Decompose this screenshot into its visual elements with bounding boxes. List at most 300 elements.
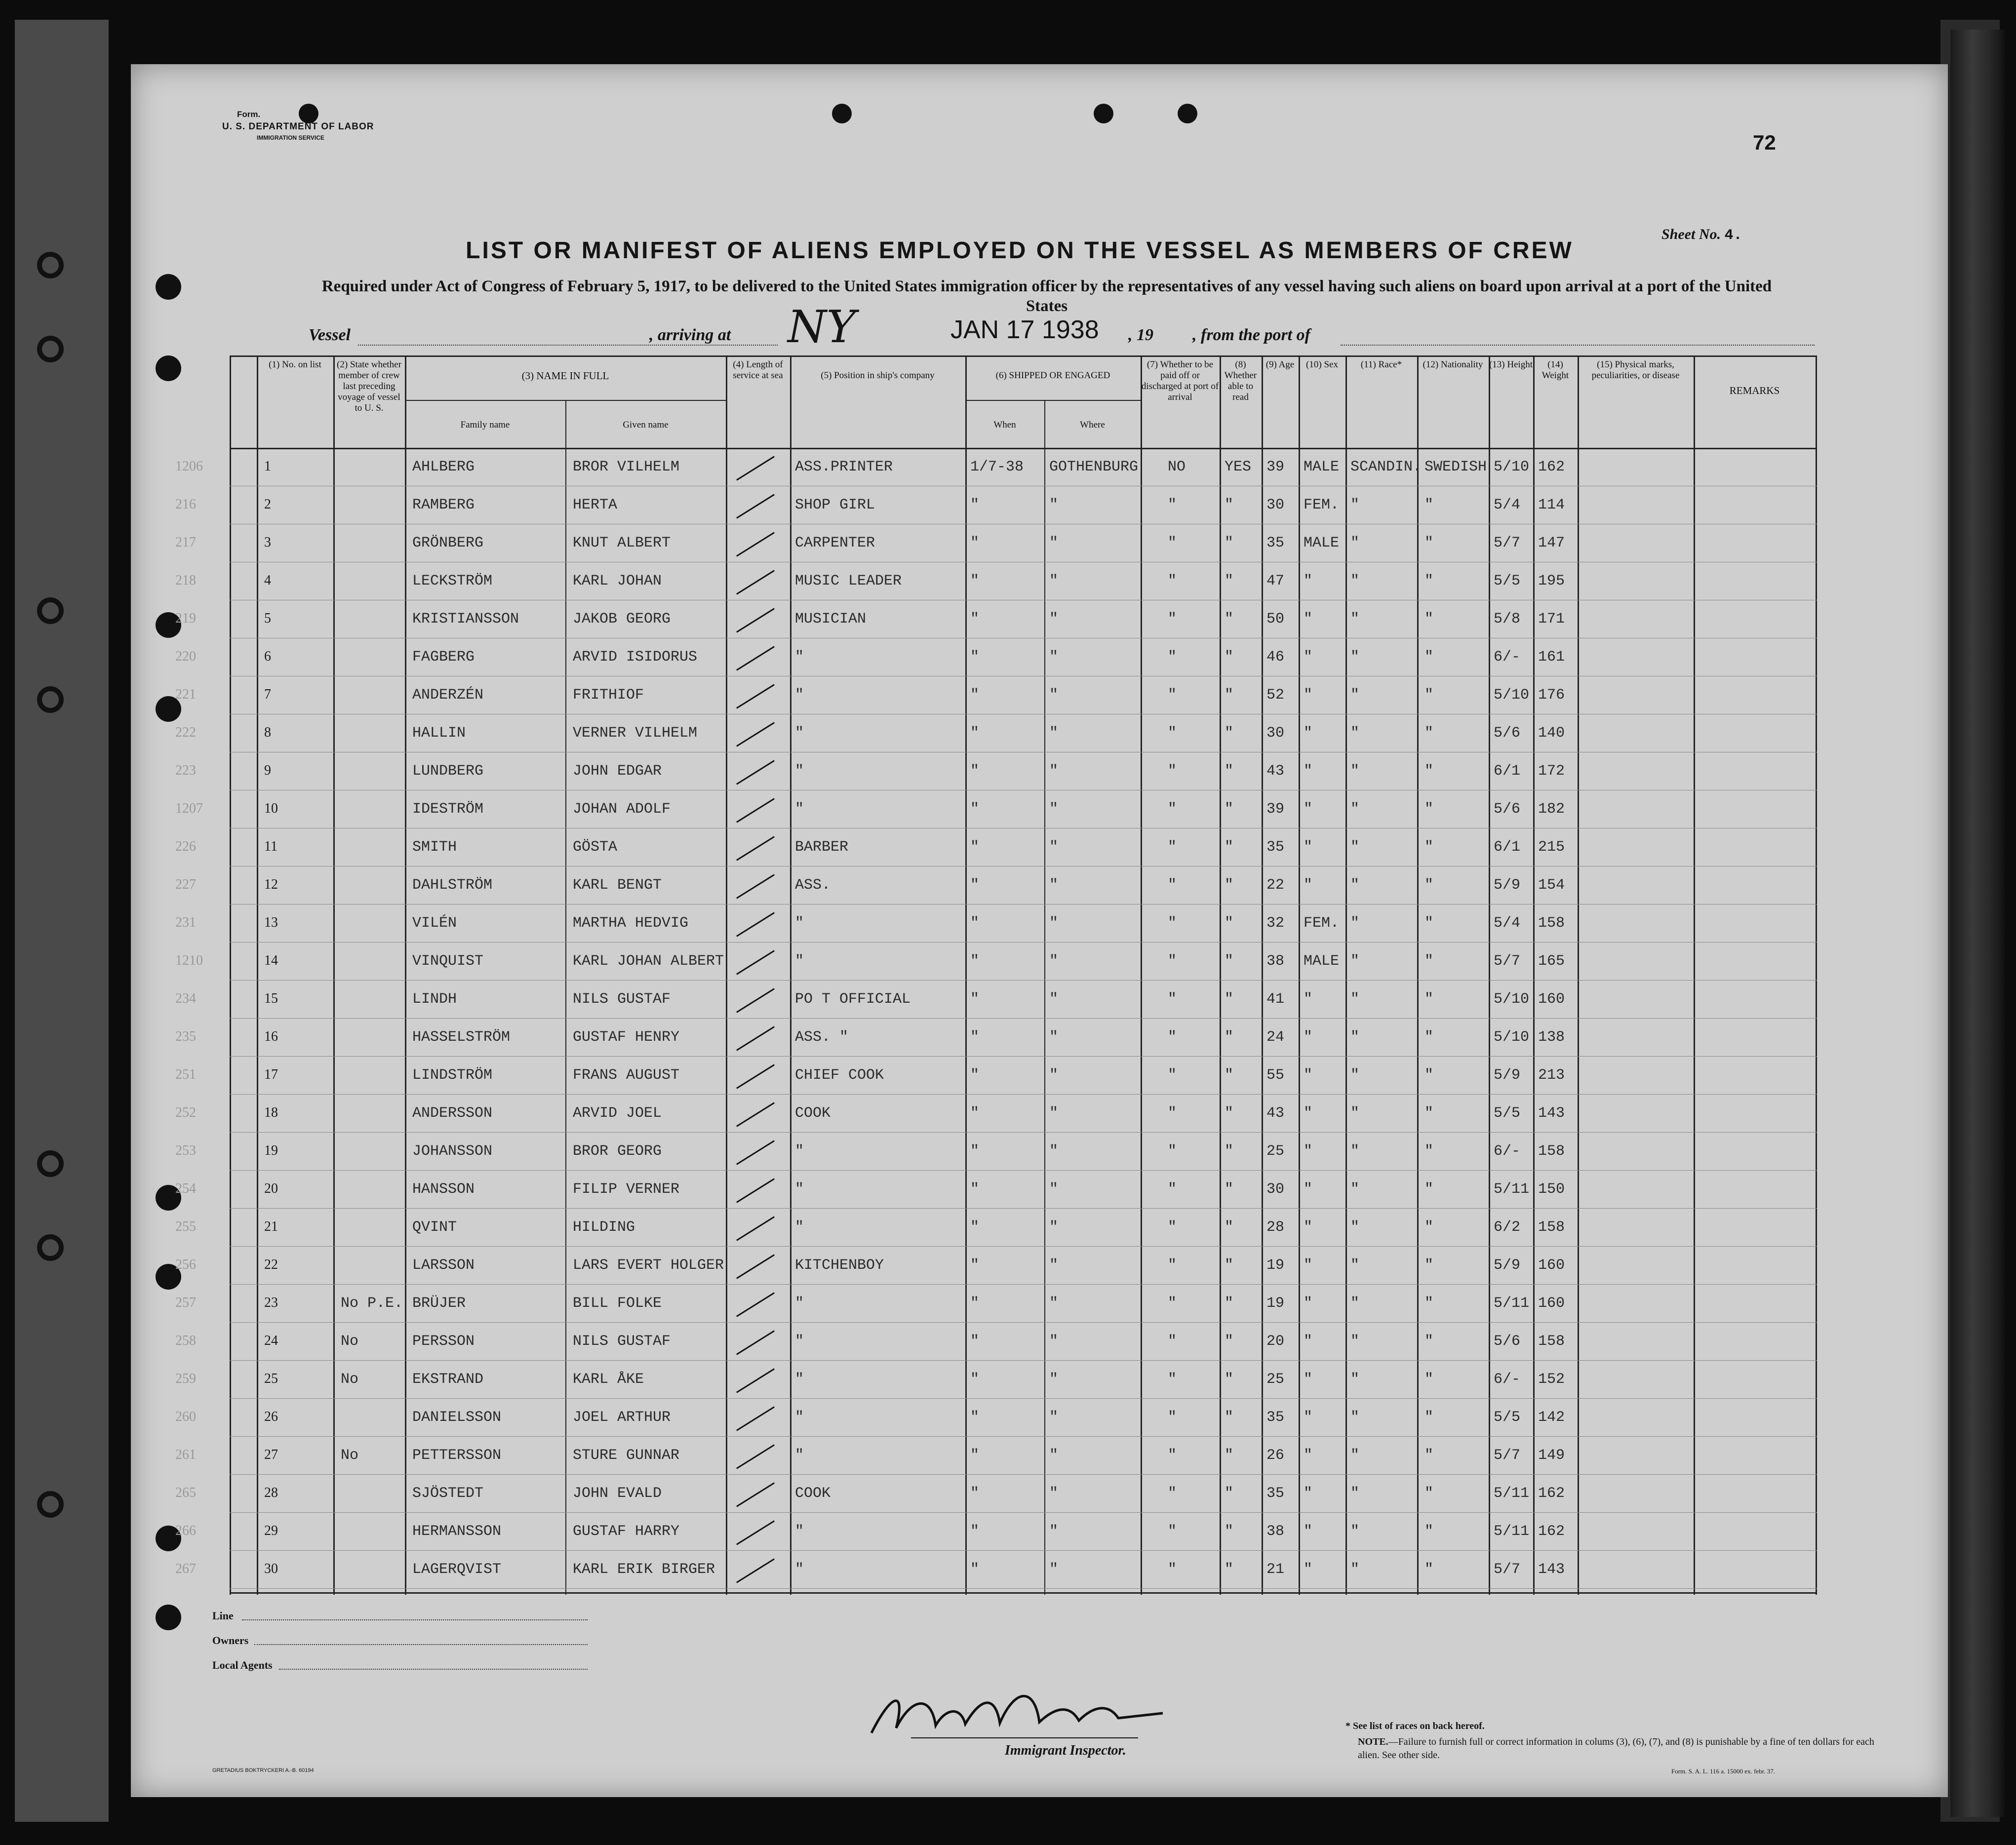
cell-nationality: " bbox=[1424, 1371, 1434, 1388]
table-row bbox=[175, 866, 1817, 904]
cell-weight: 172 bbox=[1538, 763, 1565, 780]
cell-margin: 253 bbox=[175, 1143, 196, 1158]
cell-family-name: RAMBERG bbox=[412, 497, 475, 513]
cell-age: 39 bbox=[1266, 801, 1285, 818]
cell-family-name: FAGBERG bbox=[412, 649, 475, 666]
cell-no-on-list: 4 bbox=[264, 573, 271, 588]
sheet-value: 4. bbox=[1724, 227, 1742, 244]
cell-nationality: " bbox=[1424, 1029, 1434, 1046]
cell-no-on-list: 6 bbox=[264, 649, 271, 664]
cell-position: ASS. bbox=[795, 877, 831, 894]
cell-when: " bbox=[970, 649, 980, 666]
cell-height: 5/11 bbox=[1494, 1485, 1530, 1502]
cell-given-name: NILS GUSTAF bbox=[573, 1333, 671, 1350]
cell-sex: MALE bbox=[1304, 535, 1340, 551]
cell-sex: " bbox=[1304, 1409, 1313, 1426]
length-of-service-check-mark bbox=[736, 874, 775, 899]
cell-nationality: " bbox=[1424, 1523, 1434, 1540]
cell-margin: 257 bbox=[175, 1295, 196, 1310]
cell-when: " bbox=[970, 573, 980, 589]
cell-family-name: GRÖNBERG bbox=[412, 535, 484, 551]
cell-family-name: QVINT bbox=[412, 1219, 457, 1236]
page-title: LIST OR MANIFEST OF ALIENS EMPLOYED ON THE VESSEL AS MEMBERS OF CREW bbox=[466, 237, 1574, 264]
cell-age: 30 bbox=[1266, 1181, 1285, 1198]
cell-paid-off: " bbox=[1168, 535, 1177, 551]
length-of-service-check-mark bbox=[736, 760, 775, 785]
cell-sex: MALE bbox=[1304, 459, 1340, 475]
punch-hole bbox=[1094, 104, 1113, 123]
cell-position: " bbox=[795, 687, 804, 704]
cell-weight: 215 bbox=[1538, 839, 1565, 856]
year-label: , 19 bbox=[1128, 326, 1153, 344]
cell-able-to-read: " bbox=[1225, 687, 1234, 704]
cell-position: " bbox=[795, 1371, 804, 1388]
cell-family-name: LAGERQVIST bbox=[412, 1561, 502, 1578]
header-height: (13) Height bbox=[1489, 359, 1533, 370]
cell-sex: FEM. bbox=[1304, 915, 1340, 932]
cell-paid-off: " bbox=[1168, 1181, 1177, 1198]
cell-no-on-list: 24 bbox=[264, 1333, 278, 1348]
length-of-service-check-mark bbox=[736, 1406, 775, 1431]
cell-family-name: AHLBERG bbox=[412, 459, 475, 475]
cell-last-voyage: No bbox=[341, 1447, 359, 1464]
table-row bbox=[175, 1094, 1817, 1132]
cell-no-on-list: 2 bbox=[264, 497, 271, 512]
cell-able-to-read: " bbox=[1225, 573, 1234, 589]
cell-when: " bbox=[970, 763, 980, 780]
cell-no-on-list: 16 bbox=[264, 1029, 278, 1044]
cell-given-name: JAKOB GEORG bbox=[573, 611, 671, 628]
cell-able-to-read: " bbox=[1225, 497, 1234, 513]
cell-race: " bbox=[1350, 839, 1360, 856]
cell-position: " bbox=[795, 763, 804, 780]
binder-hole bbox=[37, 597, 64, 624]
cell-weight: 142 bbox=[1538, 1409, 1565, 1426]
cell-family-name: PERSSON bbox=[412, 1333, 475, 1350]
cell-weight: 162 bbox=[1538, 1523, 1565, 1540]
cell-height: 5/7 bbox=[1494, 953, 1521, 970]
table-row bbox=[175, 980, 1817, 1018]
table-row bbox=[175, 1360, 1817, 1398]
cell-able-to-read: " bbox=[1225, 1523, 1234, 1540]
cell-position: COOK bbox=[795, 1485, 831, 1502]
cell-height: 5/10 bbox=[1494, 459, 1530, 475]
header-remarks: REMARKS bbox=[1729, 385, 1780, 396]
cell-when: " bbox=[970, 1295, 980, 1312]
service-name: IMMIGRATION SERVICE bbox=[257, 134, 324, 141]
cell-able-to-read: " bbox=[1225, 1181, 1234, 1198]
cell-position: " bbox=[795, 915, 804, 932]
cell-age: 35 bbox=[1266, 535, 1285, 551]
cell-sex: " bbox=[1304, 763, 1313, 780]
cell-nationality: " bbox=[1424, 1561, 1434, 1578]
cell-when: " bbox=[970, 1143, 980, 1160]
cell-weight: 162 bbox=[1538, 1485, 1565, 1502]
cell-able-to-read: " bbox=[1225, 877, 1234, 894]
length-of-service-check-mark bbox=[736, 798, 775, 823]
cell-paid-off: " bbox=[1168, 1485, 1177, 1502]
cell-margin: 1207 bbox=[175, 801, 203, 816]
cell-paid-off: " bbox=[1168, 1029, 1177, 1046]
cell-paid-off: " bbox=[1168, 649, 1177, 666]
cell-able-to-read: YES bbox=[1225, 459, 1252, 475]
left-film-strip bbox=[15, 20, 109, 1822]
cell-given-name: KARL BENGT bbox=[573, 877, 662, 894]
line-field bbox=[242, 1619, 588, 1620]
cell-able-to-read: " bbox=[1225, 1295, 1234, 1312]
cell-given-name: FILIP VERNER bbox=[573, 1181, 680, 1198]
cell-sex: " bbox=[1304, 991, 1313, 1008]
header-age: (9) Age bbox=[1265, 359, 1295, 370]
cell-paid-off: " bbox=[1168, 1219, 1177, 1236]
cell-sex: FEM. bbox=[1304, 497, 1340, 513]
cell-weight: 158 bbox=[1538, 915, 1565, 932]
header-where: Where bbox=[1080, 420, 1105, 430]
cell-no-on-list: 18 bbox=[264, 1105, 278, 1120]
header-race: (11) Race* bbox=[1360, 359, 1402, 370]
cell-race: " bbox=[1350, 1257, 1360, 1274]
cell-sex: " bbox=[1304, 649, 1313, 666]
cell-race: " bbox=[1350, 1371, 1360, 1388]
cell-margin: 1206 bbox=[175, 459, 203, 474]
cell-race: " bbox=[1350, 1409, 1360, 1426]
length-of-service-check-mark bbox=[736, 608, 775, 632]
cell-family-name: LUNDBERG bbox=[412, 763, 484, 780]
cell-when: " bbox=[970, 535, 980, 551]
table-row bbox=[175, 1512, 1817, 1550]
cell-given-name: GUSTAF HARRY bbox=[573, 1523, 680, 1540]
cell-margin: 222 bbox=[175, 725, 196, 740]
cell-weight: 161 bbox=[1538, 649, 1565, 666]
cell-paid-off: " bbox=[1168, 573, 1177, 589]
cell-weight: 195 bbox=[1538, 573, 1565, 589]
cell-height: 5/7 bbox=[1494, 535, 1521, 551]
length-of-service-check-mark bbox=[736, 988, 775, 1013]
cell-last-voyage: No bbox=[341, 1371, 359, 1388]
cell-sex: " bbox=[1304, 1295, 1313, 1312]
length-of-service-check-mark bbox=[736, 494, 775, 518]
cell-height: 5/5 bbox=[1494, 573, 1521, 589]
cell-nationality: " bbox=[1424, 611, 1434, 628]
cell-paid-off: " bbox=[1168, 915, 1177, 932]
cell-given-name: VERNER VILHELM bbox=[573, 725, 698, 742]
cell-position: PO T OFFICIAL bbox=[795, 991, 911, 1008]
cell-able-to-read: " bbox=[1225, 611, 1234, 628]
cell-race: " bbox=[1350, 1561, 1360, 1578]
cell-margin: 234 bbox=[175, 991, 196, 1006]
cell-age: 30 bbox=[1266, 725, 1285, 742]
cell-weight: 160 bbox=[1538, 1257, 1565, 1274]
races-note: * See list of races on back hereof. bbox=[1345, 1721, 1485, 1731]
header-sex: (10) Sex bbox=[1306, 359, 1338, 370]
cell-family-name: DANIELSSON bbox=[412, 1409, 502, 1426]
binder-hole bbox=[37, 1491, 64, 1518]
cell-nationality: " bbox=[1424, 877, 1434, 894]
cell-able-to-read: " bbox=[1225, 1371, 1234, 1388]
cell-family-name: LINDSTRÖM bbox=[412, 1067, 493, 1084]
cell-weight: 158 bbox=[1538, 1333, 1565, 1350]
sheet-label: Sheet No. bbox=[1661, 226, 1721, 242]
cell-given-name: KARL ERIK BIRGER bbox=[573, 1561, 715, 1578]
cell-margin: 218 bbox=[175, 573, 196, 588]
table-row bbox=[175, 790, 1817, 828]
cell-where: " bbox=[1049, 991, 1059, 1008]
owners-label: Owners bbox=[212, 1634, 249, 1647]
cell-race: " bbox=[1350, 1333, 1360, 1350]
cell-where: " bbox=[1049, 877, 1059, 894]
cell-age: 52 bbox=[1266, 687, 1285, 704]
binder-hole bbox=[37, 686, 64, 713]
cell-no-on-list: 25 bbox=[264, 1371, 278, 1386]
cell-able-to-read: " bbox=[1225, 763, 1234, 780]
cell-height: 5/5 bbox=[1494, 1105, 1521, 1122]
cell-nationality: " bbox=[1424, 1067, 1434, 1084]
cell-margin: 260 bbox=[175, 1409, 196, 1424]
header-length-of-service: (4) Length of service at sea bbox=[733, 359, 783, 381]
cell-where: " bbox=[1049, 497, 1059, 513]
cell-sex: " bbox=[1304, 1333, 1313, 1350]
cell-given-name: LARS EVERT HOLGER bbox=[573, 1257, 724, 1274]
cell-paid-off: " bbox=[1168, 991, 1177, 1008]
length-of-service-check-mark bbox=[736, 1482, 775, 1507]
cell-margin: 227 bbox=[175, 877, 196, 892]
cell-no-on-list: 20 bbox=[264, 1181, 278, 1196]
cell-race: " bbox=[1350, 1029, 1360, 1046]
cell-family-name: JOHANSSON bbox=[412, 1143, 493, 1160]
form-label: Form. bbox=[237, 110, 261, 119]
cell-height: 5/11 bbox=[1494, 1295, 1530, 1312]
cell-where: " bbox=[1049, 1561, 1059, 1578]
cell-paid-off: " bbox=[1168, 1333, 1177, 1350]
cell-where: " bbox=[1049, 1447, 1059, 1464]
cell-margin: 256 bbox=[175, 1257, 196, 1272]
cell-when: " bbox=[970, 611, 980, 628]
cell-given-name: BILL FOLKE bbox=[573, 1295, 662, 1312]
cell-given-name: JOHN EVALD bbox=[573, 1485, 662, 1502]
cell-able-to-read: " bbox=[1225, 801, 1234, 818]
cell-age: 35 bbox=[1266, 1409, 1285, 1426]
cell-position: MUSIC LEADER bbox=[795, 573, 902, 589]
cell-paid-off: " bbox=[1168, 1257, 1177, 1274]
cell-weight: 138 bbox=[1538, 1029, 1565, 1046]
punch-hole bbox=[832, 104, 852, 123]
cell-able-to-read: " bbox=[1225, 535, 1234, 551]
binder-hole bbox=[37, 1234, 64, 1261]
binder-hole bbox=[37, 1150, 64, 1177]
cell-sex: " bbox=[1304, 573, 1313, 589]
cell-family-name: LARSSON bbox=[412, 1257, 475, 1274]
cell-given-name: BROR VILHELM bbox=[573, 459, 680, 475]
cell-where: " bbox=[1049, 687, 1059, 704]
cell-age: 46 bbox=[1266, 649, 1285, 666]
local-agents-label: Local Agents bbox=[212, 1659, 273, 1671]
header-given-name: Given name bbox=[623, 420, 669, 430]
header-shipped-engaged: (6) SHIPPED OR ENGAGED bbox=[995, 370, 1110, 381]
cell-paid-off: " bbox=[1168, 763, 1177, 780]
cell-nationality: " bbox=[1424, 687, 1434, 704]
length-of-service-check-mark bbox=[736, 1520, 775, 1545]
cell-height: 6/- bbox=[1494, 649, 1521, 666]
cell-age: 38 bbox=[1266, 1523, 1285, 1540]
cell-sex: " bbox=[1304, 1181, 1313, 1198]
printer-imprint: GRETADIUS BOKTRYCKERI A.-B. 60194 bbox=[212, 1767, 314, 1773]
cell-no-on-list: 13 bbox=[264, 915, 278, 930]
length-of-service-check-mark bbox=[736, 950, 775, 975]
cell-given-name: ARVID JOEL bbox=[573, 1105, 662, 1122]
cell-where: " bbox=[1049, 1523, 1059, 1540]
cell-given-name: KNUT ALBERT bbox=[573, 535, 671, 551]
cell-paid-off: " bbox=[1168, 1447, 1177, 1464]
cell-paid-off: " bbox=[1168, 497, 1177, 513]
cell-race: " bbox=[1350, 1485, 1360, 1502]
cell-family-name: VILÉN bbox=[412, 915, 457, 932]
cell-sex: " bbox=[1304, 877, 1313, 894]
cell-sex: " bbox=[1304, 1257, 1313, 1274]
length-of-service-check-mark bbox=[736, 836, 775, 861]
cell-able-to-read: " bbox=[1225, 991, 1234, 1008]
cell-given-name: HERTA bbox=[573, 497, 618, 513]
cell-nationality: " bbox=[1424, 1143, 1434, 1160]
cell-paid-off: " bbox=[1168, 1105, 1177, 1122]
cell-nationality: " bbox=[1424, 1333, 1434, 1350]
cell-nationality: " bbox=[1424, 725, 1434, 742]
owners-field bbox=[254, 1644, 588, 1645]
cell-no-on-list: 15 bbox=[264, 991, 278, 1006]
vessel-field bbox=[358, 345, 778, 346]
cell-height: 5/4 bbox=[1494, 915, 1521, 932]
cell-no-on-list: 27 bbox=[264, 1447, 278, 1462]
cell-given-name: GÖSTA bbox=[573, 839, 618, 856]
cell-age: 30 bbox=[1266, 497, 1285, 513]
cell-margin: 220 bbox=[175, 649, 196, 664]
cell-where: " bbox=[1049, 1105, 1059, 1122]
cell-family-name: PETTERSSON bbox=[412, 1447, 502, 1464]
cell-paid-off: " bbox=[1168, 953, 1177, 970]
table-row bbox=[175, 942, 1817, 980]
cell-nationality: " bbox=[1424, 763, 1434, 780]
cell-family-name: LINDH bbox=[412, 991, 457, 1008]
cell-age: 24 bbox=[1266, 1029, 1285, 1046]
cell-paid-off: " bbox=[1168, 1295, 1177, 1312]
cell-sex: " bbox=[1304, 611, 1313, 628]
cell-paid-off: " bbox=[1168, 1561, 1177, 1578]
cell-age: 19 bbox=[1266, 1295, 1285, 1312]
cell-paid-off: " bbox=[1168, 1371, 1177, 1388]
cell-family-name: ANDERZÉN bbox=[412, 687, 484, 704]
cell-nationality: " bbox=[1424, 1219, 1434, 1236]
cell-margin: 217 bbox=[175, 535, 196, 550]
length-of-service-check-mark bbox=[736, 722, 775, 746]
cell-family-name: HALLIN bbox=[412, 725, 466, 742]
cell-no-on-list: 21 bbox=[264, 1219, 278, 1234]
length-of-service-check-mark bbox=[736, 1330, 775, 1355]
cell-weight: 160 bbox=[1538, 991, 1565, 1008]
cell-weight: 162 bbox=[1538, 459, 1565, 475]
cell-family-name: KRISTIANSSON bbox=[412, 611, 519, 628]
cell-no-on-list: 26 bbox=[264, 1409, 278, 1424]
cell-when: " bbox=[970, 839, 980, 856]
length-of-service-check-mark bbox=[736, 1292, 775, 1317]
cell-age: 25 bbox=[1266, 1143, 1285, 1160]
cell-margin: 261 bbox=[175, 1447, 196, 1462]
header-weight: (14) Weight bbox=[1542, 359, 1569, 381]
cell-weight: 150 bbox=[1538, 1181, 1565, 1198]
cell-age: 38 bbox=[1266, 953, 1285, 970]
cell-race: " bbox=[1350, 877, 1360, 894]
cell-able-to-read: " bbox=[1225, 839, 1234, 856]
table-row bbox=[175, 904, 1817, 942]
table-row bbox=[175, 714, 1817, 752]
cell-height: 6/1 bbox=[1494, 763, 1521, 780]
cell-when: " bbox=[970, 1409, 980, 1426]
cell-paid-off: NO bbox=[1168, 459, 1186, 475]
cell-weight: 147 bbox=[1538, 535, 1565, 551]
cell-height: 5/11 bbox=[1494, 1523, 1530, 1540]
cell-where: " bbox=[1049, 1371, 1059, 1388]
cell-able-to-read: " bbox=[1225, 915, 1234, 932]
binding-rod bbox=[1950, 30, 2005, 1817]
cell-race: " bbox=[1350, 497, 1360, 513]
cell-where: " bbox=[1049, 1333, 1059, 1350]
cell-when: " bbox=[970, 1257, 980, 1274]
table-row bbox=[175, 1550, 1817, 1588]
cell-given-name: FRANS AUGUST bbox=[573, 1067, 680, 1084]
cell-no-on-list: 5 bbox=[264, 611, 271, 626]
cell-able-to-read: " bbox=[1225, 1485, 1234, 1502]
cell-race: " bbox=[1350, 1295, 1360, 1312]
cell-height: 5/6 bbox=[1494, 801, 1521, 818]
cell-where: " bbox=[1049, 1295, 1059, 1312]
cell-race: " bbox=[1350, 915, 1360, 932]
table-row bbox=[175, 1474, 1817, 1512]
cell-no-on-list: 12 bbox=[264, 877, 278, 892]
cell-nationality: " bbox=[1424, 535, 1434, 551]
cell-when: " bbox=[970, 1105, 980, 1122]
cell-family-name: HANSSON bbox=[412, 1181, 475, 1198]
cell-position: CHIEF COOK bbox=[795, 1067, 884, 1084]
note-text: —Failure to furnish full or correct information in colums (3), (6), (7), and (8) is punishable by a fine of ten dollars for each alien. See other side. bbox=[1358, 1736, 1874, 1761]
cell-weight: 143 bbox=[1538, 1561, 1565, 1578]
cell-margin: 226 bbox=[175, 839, 196, 854]
cell-weight: 152 bbox=[1538, 1371, 1565, 1388]
cell-age: 39 bbox=[1266, 459, 1285, 475]
table-row bbox=[175, 1208, 1817, 1246]
cell-where: " bbox=[1049, 1067, 1059, 1084]
header-last-voyage: (2) State whether member of crew last preceding voyage of vessel to U. S. bbox=[337, 359, 401, 413]
cell-nationality: SWEDISH bbox=[1424, 459, 1487, 475]
cell-race: " bbox=[1350, 725, 1360, 742]
cell-where: " bbox=[1049, 573, 1059, 589]
cell-no-on-list: 17 bbox=[264, 1067, 278, 1082]
cell-where: " bbox=[1049, 1485, 1059, 1502]
cell-when: " bbox=[970, 1181, 980, 1198]
cell-nationality: " bbox=[1424, 1447, 1434, 1464]
cell-position: " bbox=[795, 1219, 804, 1236]
cell-sex: " bbox=[1304, 1447, 1313, 1464]
cell-where: " bbox=[1049, 953, 1059, 970]
cell-able-to-read: " bbox=[1225, 1143, 1234, 1160]
cell-given-name: HILDING bbox=[573, 1219, 635, 1236]
cell-nationality: " bbox=[1424, 991, 1434, 1008]
cell-where: " bbox=[1049, 1143, 1059, 1160]
cell-given-name: KARL ÅKE bbox=[573, 1371, 644, 1388]
cell-weight: 176 bbox=[1538, 687, 1565, 704]
cell-where: " bbox=[1049, 611, 1059, 628]
cell-height: 5/9 bbox=[1494, 1257, 1521, 1274]
cell-last-voyage: No bbox=[341, 1333, 359, 1350]
table-row bbox=[175, 562, 1817, 600]
header-physical-marks: (15) Physical marks, peculiarities, or disease bbox=[1591, 359, 1680, 381]
